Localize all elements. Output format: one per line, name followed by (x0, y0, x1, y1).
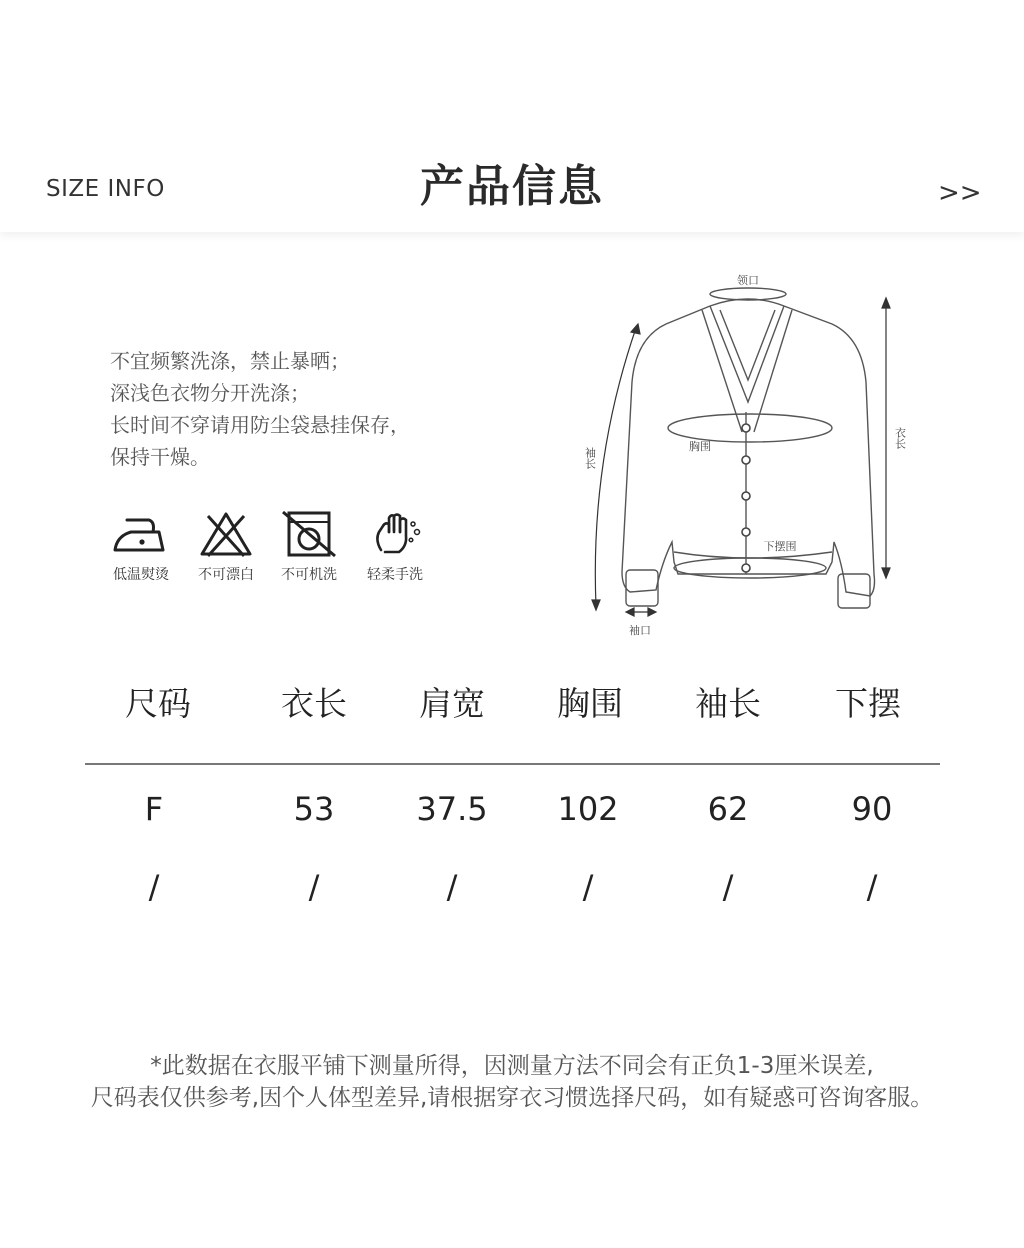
icon-label: 轻柔手洗 (367, 567, 423, 583)
care-icon-hand-wash (350, 510, 440, 584)
table-cell: / (582, 868, 594, 906)
table-cell: 90 (851, 790, 893, 828)
hem-label: 下摆围 (763, 540, 797, 553)
no-machine-wash-icon (277, 510, 341, 558)
care-line: 不宜频繁洗涤，禁止暴晒； (110, 349, 350, 373)
icon-label: 不可漂白 (198, 567, 254, 583)
table-header-hem: 下摆 (835, 684, 901, 723)
table-cell: 62 (707, 790, 749, 828)
page-title: 产品信息 (420, 161, 604, 212)
button (742, 564, 750, 572)
table-cell: / (722, 868, 734, 906)
table-cell: / (866, 868, 878, 906)
footnote-line: *此数据在衣服平铺下测量所得，因测量方法不同会有正负1-3厘米误差, (150, 1053, 874, 1079)
button (742, 424, 750, 432)
care-instructions (110, 345, 410, 473)
icon-label: 不可机洗 (281, 567, 337, 583)
care-icon-low-iron (96, 510, 186, 584)
button (742, 528, 750, 536)
cardigan-outline (622, 306, 875, 596)
chest-label: 胸围 (689, 440, 711, 453)
right-cuff (838, 574, 870, 608)
garment-measurement-diagram (570, 262, 920, 642)
table-header-chest: 胸围 (557, 684, 623, 723)
table-cell: 102 (557, 790, 619, 828)
no-bleach-icon (194, 510, 258, 558)
table-divider (85, 763, 940, 765)
table-header-sleeve: 袖长 (695, 684, 761, 723)
table-cell: F (144, 790, 164, 828)
sleeve-length-label: 袖长 (583, 447, 597, 469)
table-cell: / (148, 868, 160, 906)
table-header-length: 衣长 (281, 684, 347, 723)
table-cell: 53 (293, 790, 335, 828)
left-cuff (626, 570, 658, 606)
iron-low-icon (109, 510, 173, 558)
v-neck (710, 306, 784, 402)
next-arrows[interactable]: >> (938, 178, 982, 208)
care-line: 长时间不穿请用防尘袋悬挂保存， (110, 413, 410, 437)
care-icon-no-machine-wash (264, 510, 354, 584)
body-length-label: 衣长 (893, 427, 907, 449)
size-info-label: SIZE INFO (46, 176, 165, 202)
measurement-footnote (0, 1050, 1024, 1114)
icon-label: 低温熨烫 (113, 567, 169, 583)
footnote-line: 尺码表仅供参考,因个人体型差异,请根据穿衣习惯选择尺码，如有疑惑可咨询客服。 (90, 1085, 934, 1111)
collar-label: 领口 (737, 274, 759, 287)
button (742, 456, 750, 464)
care-line: 深浅色衣物分开洗涤； (110, 381, 310, 405)
table-header-size: 尺码 (125, 684, 191, 723)
table-header-shoulder: 肩宽 (419, 684, 485, 723)
table-cell: / (308, 868, 320, 906)
table-cell: 37.5 (416, 790, 488, 828)
care-icon-no-bleach (181, 510, 271, 584)
care-line: 保持干燥。 (110, 445, 210, 469)
header-bar (0, 0, 1024, 232)
hem-band (674, 552, 832, 558)
table-cell: / (446, 868, 458, 906)
cuff-label: 袖口 (629, 624, 651, 637)
hand-wash-icon (363, 510, 427, 558)
button (742, 492, 750, 500)
